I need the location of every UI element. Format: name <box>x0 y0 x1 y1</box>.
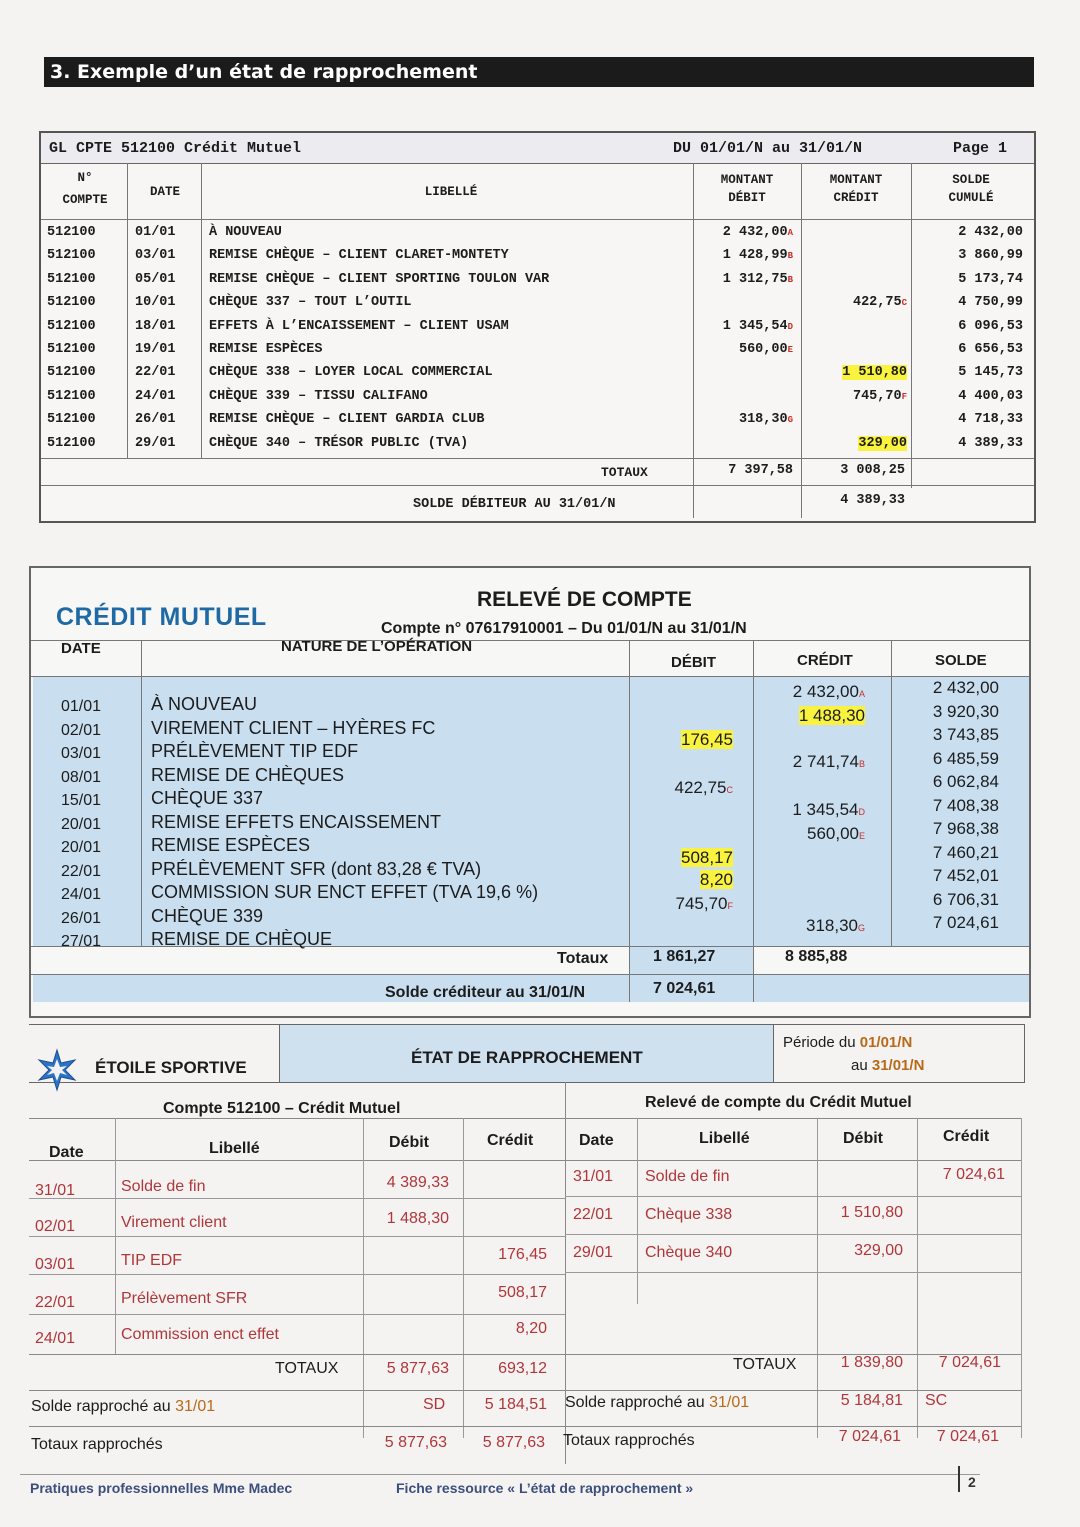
bank-date: 08/01 <box>61 768 102 786</box>
ledger-solde: 4 400,03 <box>958 388 1023 404</box>
rec-right-date: 29/01 <box>573 1244 614 1261</box>
bank-debit <box>635 848 733 868</box>
amount-value: 2 432,00 <box>722 225 788 240</box>
bank-title: RELEVÉ DE COMPTE <box>477 588 692 611</box>
right-h-credit: Crédit <box>943 1128 990 1145</box>
rec-left-date: 22/01 <box>35 1294 76 1311</box>
ledger-compte: 512100 <box>47 342 96 357</box>
ledger-date: 19/01 <box>135 342 176 357</box>
rec-left-libelle: Solde de fin <box>121 1178 206 1195</box>
amount-value: 745,70 <box>852 388 902 404</box>
ledger-libelle: CHÈQUE 339 – TISSU CALIFANO <box>209 388 428 404</box>
amount-value: 329,00 <box>858 435 907 451</box>
rec-left-debit: 4 389,33 <box>386 1174 449 1191</box>
bank-date: 20/01 <box>61 839 102 856</box>
ledger-title: GL CPTE 512100 Crédit Mutuel <box>49 140 302 157</box>
amount-value: 176,45 <box>681 730 733 749</box>
reconciliation <box>29 1024 1025 1464</box>
left-sd: SD <box>423 1396 446 1413</box>
bank-debit <box>635 730 733 750</box>
rec-left-libelle: Commission enct effet <box>121 1326 279 1343</box>
col-compte-header: N° COMPTE <box>62 171 108 207</box>
right-h-libelle: Libellé <box>699 1130 750 1147</box>
ledger-total-credit: 3 008,25 <box>840 463 905 478</box>
left-totaux-label: TOTAUX <box>275 1360 339 1377</box>
ledger-compte: 512100 <box>47 412 96 428</box>
match-letter: D <box>787 321 793 332</box>
bank-debit <box>635 778 733 798</box>
bank-nature: COMMISSION SUR ENCT EFFET (TVA 19,6 %) <box>151 882 539 902</box>
amount-value: 1 428,99 <box>722 248 788 264</box>
bank-nature: VIREMENT CLIENT – HYÈRES FC <box>151 717 436 738</box>
rec-periode-to: au 31/01/N <box>851 1057 925 1074</box>
amount-value: 1 510,80 <box>842 365 907 381</box>
ledger-date: 24/01 <box>135 388 176 404</box>
bank-col-nature: NATURE DE L’OPÉRATION <box>281 638 473 655</box>
col-date-header: DATE <box>149 185 180 199</box>
rec-left-libelle: TIP EDF <box>121 1252 183 1269</box>
ledger-compte: 512100 <box>47 271 96 287</box>
rec-left-date: 24/01 <box>35 1330 76 1347</box>
ledger-solde: 2 432,00 <box>958 225 1023 240</box>
match-letter: E <box>858 831 865 841</box>
rec-left-credit: 508,17 <box>498 1284 547 1301</box>
col-credit-header: MONTANT CRÉDIT <box>829 173 883 205</box>
ledger-total-debit: 7 397,58 <box>728 463 793 478</box>
ledger-date: 05/01 <box>135 271 176 287</box>
col-libelle-header: LIBELLÉ <box>424 185 478 199</box>
left-solde-label: Solde rapproché au 31/01 <box>31 1398 216 1415</box>
rec-periode: Période du 01/01/N <box>783 1034 913 1051</box>
ledger-date: 03/01 <box>135 248 176 264</box>
ledger-credit <box>805 389 907 404</box>
left-h-credit: Crédit <box>487 1132 534 1149</box>
left-tr-debit: 5 877,63 <box>384 1434 447 1451</box>
bank-solde: 2 432,00 <box>932 678 999 697</box>
bank-date: 03/01 <box>61 745 102 762</box>
right-totaux-label: TOTAUX <box>733 1356 797 1373</box>
ledger-debit <box>697 342 793 357</box>
bank-solde-value: 7 024,61 <box>653 980 716 997</box>
bank-credit <box>757 752 865 772</box>
right-tr-debit: 7 024,61 <box>838 1428 901 1445</box>
ledger-debit <box>697 225 793 240</box>
amount-value: 745,70 <box>675 894 728 913</box>
right-total-debit: 1 839,80 <box>840 1354 903 1371</box>
ledger-solde-label: SOLDE DÉBITEUR AU 31/01/N <box>413 497 616 512</box>
amount-value: 2 432,00 <box>792 682 859 701</box>
ledger-solde: 6 096,53 <box>958 318 1023 334</box>
left-total-debit: 5 877,63 <box>386 1360 449 1377</box>
bank-col-solde: SOLDE <box>935 652 987 669</box>
match-letter: D <box>858 807 865 817</box>
bank-col-date: DATE <box>61 640 101 657</box>
right-solde-label: Solde rapproché au 31/01 <box>565 1394 750 1411</box>
ledger-solde: 5 145,73 <box>958 365 1023 381</box>
bank-total-credit: 8 885,88 <box>785 948 848 965</box>
ledger-solde: 4 718,33 <box>958 412 1023 428</box>
ledger-libelle: REMISE CHÈQUE – CLIENT SPORTING TOULON VAR <box>209 271 550 287</box>
bank-totaux-label: Totaux <box>557 950 609 967</box>
bank-nature: REMISE ESPÈCES <box>151 835 311 855</box>
match-letter: B <box>858 759 865 769</box>
ledger-date: 01/01 <box>135 225 176 240</box>
rec-left-date: 02/01 <box>35 1218 76 1235</box>
amount-value: 1 312,75 <box>722 271 788 287</box>
rec-left-libelle: Prélèvement SFR <box>121 1290 248 1307</box>
star-logo-icon <box>35 1048 79 1092</box>
ledger-compte: 512100 <box>47 388 96 404</box>
match-letter: A <box>858 689 865 699</box>
rec-left-debit: 1 488,30 <box>386 1210 449 1227</box>
amount-value: 1 345,54 <box>792 800 859 819</box>
ledger-solde-value: 4 389,33 <box>840 493 905 508</box>
match-letter: E <box>787 345 793 355</box>
rec-right-credit: 7 024,61 <box>942 1166 1005 1183</box>
rec-title: ÉTAT DE RAPPROCHEMENT <box>411 1048 643 1067</box>
ledger-compte: 512100 <box>47 295 96 311</box>
bank-name-logo: CRÉDIT MUTUEL <box>56 603 267 631</box>
amount-value: 422,75 <box>852 295 902 311</box>
bank-solde: 7 452,01 <box>932 866 999 885</box>
footer-middle: Fiche ressource « L’état de rapprochement » <box>396 1480 694 1496</box>
bank-solde: 7 968,38 <box>932 819 999 838</box>
bank-nature: PRÉLÈVEMENT TIP EDF <box>151 741 359 761</box>
amount-value: 560,00 <box>806 824 859 843</box>
ledger-debit <box>697 272 793 287</box>
bank-credit <box>757 824 865 844</box>
bank-date: 02/01 <box>61 721 102 739</box>
ledger-solde: 3 860,99 <box>958 248 1023 264</box>
ledger-compte: 512100 <box>47 248 96 264</box>
rec-left-credit: 176,45 <box>498 1246 547 1263</box>
bank-credit <box>757 800 865 820</box>
bank-credit <box>757 682 865 702</box>
ledger-libelle: CHÈQUE 337 – TOUT L’OUTIL <box>209 295 412 311</box>
col-debit-header: MONTANT DÉBIT <box>720 173 774 205</box>
bank-nature: REMISE DE CHÈQUES <box>151 764 345 785</box>
rec-right-date: 22/01 <box>573 1206 614 1223</box>
rec-right-debit: 1 510,80 <box>840 1204 903 1221</box>
right-sc: SC <box>925 1392 948 1409</box>
ledger-solde: 4 750,99 <box>958 295 1023 311</box>
bank-date: 24/01 <box>61 886 102 903</box>
bank-solde: 7 024,61 <box>932 913 999 932</box>
rec-left-date: 03/01 <box>35 1256 76 1273</box>
ledger-page: Page 1 <box>953 140 1008 157</box>
left-title: Compte 512100 – Crédit Mutuel <box>163 1100 401 1117</box>
left-solde: 5 184,51 <box>484 1396 547 1413</box>
bank-date: 01/01 <box>61 698 102 715</box>
rec-right-debit: 329,00 <box>854 1242 903 1259</box>
bank-debit <box>635 870 733 890</box>
match-letter: B <box>787 251 793 262</box>
amount-value: 2 741,74 <box>792 752 859 771</box>
bank-solde-label: Solde créditeur au 31/01/N <box>385 984 586 1001</box>
ledger-libelle: À NOUVEAU <box>209 225 282 240</box>
match-letter: C <box>901 298 907 309</box>
rec-left-date: 31/01 <box>35 1182 76 1199</box>
footer-page: 2 <box>968 1474 976 1490</box>
left-total-credit: 693,12 <box>498 1360 547 1377</box>
bank-nature: CHÈQUE 339 <box>151 905 264 926</box>
bank-date: 22/01 <box>61 862 102 880</box>
bank-total-debit: 1 861,27 <box>653 948 716 965</box>
ledger-debit <box>697 319 793 334</box>
ledger-credit <box>805 365 907 380</box>
amount-value: 318,30 <box>805 916 858 935</box>
match-letter: C <box>726 785 733 795</box>
bank-date: 15/01 <box>61 792 102 809</box>
left-h-libelle: Libellé <box>209 1140 260 1157</box>
right-totaux-rap-label: Totaux rapprochés <box>563 1432 695 1449</box>
ledger-compte: 512100 <box>47 435 96 451</box>
rec-right-date: 31/01 <box>573 1168 614 1185</box>
bank-date: 27/01 <box>61 933 102 950</box>
ledger-date: 29/01 <box>135 435 176 451</box>
bank-nature: REMISE EFFETS ENCAISSEMENT <box>151 811 442 832</box>
rec-left-credit: 8,20 <box>515 1320 547 1337</box>
amount-value: 560,00 <box>738 342 788 357</box>
bank-col-credit: CRÉDIT <box>797 652 853 669</box>
ledger-date: 26/01 <box>135 412 176 428</box>
right-total-credit: 7 024,61 <box>938 1354 1001 1371</box>
ledger-date: 10/01 <box>135 295 176 311</box>
bank-solde: 6 706,31 <box>932 889 999 909</box>
bank-nature: À NOUVEAU <box>151 694 258 714</box>
rec-right-libelle: Chèque 340 <box>645 1244 733 1261</box>
bank-nature: REMISE DE CHÈQUE <box>151 929 333 949</box>
amount-value: 1 488,30 <box>798 706 865 725</box>
bank-date: 26/01 <box>61 909 102 927</box>
left-totaux-rap-label: Totaux rapprochés <box>31 1436 163 1453</box>
match-letter: B <box>787 274 793 285</box>
amount-value: 318,30 <box>738 412 788 428</box>
bank-solde: 6 485,59 <box>932 748 999 768</box>
bank-solde: 3 743,85 <box>932 725 999 744</box>
bank-credit <box>757 916 865 936</box>
bank-nature: PRÉLÈVEMENT SFR (dont 83,28 € TVA) <box>151 858 482 879</box>
left-tr-credit: 5 877,63 <box>482 1434 545 1451</box>
bank-nature: CHÈQUE 337 <box>151 788 264 808</box>
ledger-libelle: EFFETS À L’ENCAISSEMENT – CLIENT USAM <box>209 318 509 334</box>
ledger-compte: 512100 <box>47 365 96 381</box>
ledger-debit <box>697 412 793 427</box>
ledger-credit <box>805 436 907 451</box>
ledger-libelle: CHÈQUE 340 – TRÉSOR PUBLIC (TVA) <box>209 435 469 451</box>
right-h-debit: Débit <box>843 1130 883 1147</box>
amount-value: 508,17 <box>681 848 733 867</box>
ledger-libelle: CHÈQUE 338 – LOYER LOCAL COMMERCIAL <box>209 365 493 381</box>
company-name: ÉTOILE SPORTIVE <box>95 1058 247 1077</box>
ledger-solde: 6 656,53 <box>958 342 1023 357</box>
amount-value: 422,75 <box>674 778 727 797</box>
match-letter: F <box>727 901 733 911</box>
bank-col-debit: DÉBIT <box>671 654 716 671</box>
ledger-libelle: REMISE CHÈQUE – CLIENT GARDIA CLUB <box>209 412 485 428</box>
right-h-date: Date <box>579 1132 614 1149</box>
ledger-libelle: REMISE ESPÈCES <box>209 342 323 357</box>
ledger-date: 22/01 <box>135 365 176 381</box>
col-solde-header: SOLDE CUMULÉ <box>948 173 994 205</box>
bank-solde: 3 920,30 <box>932 701 999 721</box>
ledger-date: 18/01 <box>135 318 176 334</box>
ledger-debit <box>697 248 793 263</box>
bank-statement <box>29 566 1031 1018</box>
match-letter: G <box>787 415 793 426</box>
ledger-libelle: REMISE CHÈQUE – CLIENT CLARET-MONTETY <box>209 248 509 264</box>
ledger-period: DU 01/01/N au 31/01/N <box>673 140 863 157</box>
right-tr-credit: 7 024,61 <box>936 1428 999 1445</box>
ledger-compte: 512100 <box>47 318 96 334</box>
bank-date: 20/01 <box>61 815 102 833</box>
right-solde: 5 184,81 <box>840 1392 903 1409</box>
match-letter: F <box>901 391 907 402</box>
ledger-solde: 4 389,33 <box>958 435 1023 451</box>
ledger-credit <box>805 295 907 310</box>
rec-right-libelle: Solde de fin <box>645 1168 730 1185</box>
right-title: Relevé de compte du Crédit Mutuel <box>645 1094 912 1111</box>
ledger-solde: 5 173,74 <box>958 271 1023 287</box>
left-h-date: Date <box>49 1144 84 1161</box>
bank-debit <box>635 894 733 914</box>
footer-left: Pratiques professionnelles Mme Madec <box>30 1480 293 1496</box>
rec-left-libelle: Virement client <box>121 1214 227 1231</box>
ledger-header-bar <box>41 133 1034 164</box>
bank-credit <box>757 706 865 726</box>
ledger-table <box>39 131 1036 523</box>
rec-right-libelle: Chèque 338 <box>645 1206 733 1223</box>
section-title: 3. Exemple d’un état de rapprochement <box>44 57 1034 87</box>
ledger-compte: 512100 <box>47 225 96 240</box>
bank-account: Compte n° 07617910001 – Du 01/01/N au 31/01/N <box>381 620 747 637</box>
left-h-debit: Débit <box>389 1134 429 1151</box>
amount-value: 1 345,54 <box>722 318 788 334</box>
bank-solde: 7 460,21 <box>932 842 999 862</box>
match-letter: G <box>857 923 865 933</box>
amount-value: 8,20 <box>699 870 733 889</box>
bank-solde: 7 408,38 <box>932 795 999 815</box>
ledger-totaux-label: TOTAUX <box>601 465 648 480</box>
match-letter: A <box>787 228 793 238</box>
bank-solde: 6 062,84 <box>932 772 999 791</box>
